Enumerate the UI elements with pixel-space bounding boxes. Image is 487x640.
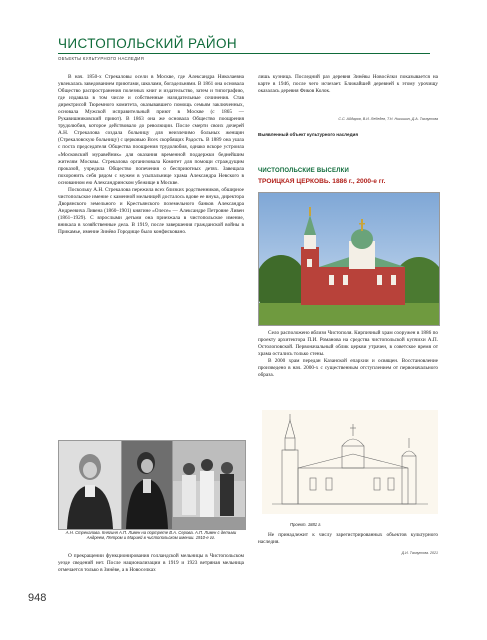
photo-caption: А.Н. Стрекалова. Княгиня А.П. Ливен на портрете В.А. Серова. А.П. Ливен с детьми Андреем, Петром и Марией в чистопольском имении. 1910-е гг. xyxy=(65,530,237,541)
author-credit: С.С. Айдаров, В.И. Лебедев, Т.Н. Никишин, Д.А. Тахаутова xyxy=(338,117,438,121)
bottom-credit: Д.И. Тахаутова. 2021 xyxy=(401,551,438,555)
paragraph: лишь кузница. Последний раз деревня Зинёвы Новосёлки показывается на карте в 1946, после чего исчезает. Ближайшей деревней к этому урочищу оказалась деревня Фиков Колок. xyxy=(258,74,438,95)
right-top-text xyxy=(258,74,438,95)
photo-princess-lieven-portrait xyxy=(121,440,173,530)
section-subtitle: ТРОИЦКАЯ ЦЕРКОВЬ. 1886 г., 2000-е гг. xyxy=(258,178,386,185)
left-bottom-text xyxy=(58,553,244,574)
photo-strekalova xyxy=(58,440,122,530)
project-caption: Проект. 1881 г. xyxy=(290,522,322,527)
project-drawing xyxy=(262,410,438,514)
chapter-title: ЧИСТОПОЛЬСКИЙ РАЙОН xyxy=(58,36,238,51)
header-rule xyxy=(58,53,430,54)
paragraph: Не принадлежит к числу зарегистрированных объектов культурного наследия. xyxy=(258,532,438,546)
page-number: 948 xyxy=(28,592,47,604)
church-photo xyxy=(258,192,440,326)
paragraph: Село расположено вблизи Чистополя. Кирпичный храм сооружен в 1886 по проекту архитектора П.И. Романова на средства чистопольской купчихи А.П. Остолоповской. Первоначальный облик церкви утрачен, в советское время от храма остались только стены. xyxy=(258,330,438,358)
section-title: ЧИСТОПОЛЬСКИЕ ВЫСЕЛКИ xyxy=(258,168,350,174)
chapter-subtitle: ОБЪЕКТЫ КУЛЬТУРНОГО НАСЛЕДИЯ xyxy=(58,56,145,61)
heritage-status: Выявленный объект культурного наследия xyxy=(258,132,359,137)
registry-note xyxy=(258,532,438,546)
paragraph: О прекращении функционирования голландской мельницы в Чистопольском уезде сведений нет. После национализации в 1919 и 1923 ветряная мельница отмечается только в Зинёве, а в Новоселках xyxy=(58,553,244,574)
portrait-photos xyxy=(58,440,244,530)
paragraph: В нач. 1850-х Стрекаловы осели в Москве, где Александра Николаевна увлекалась заведованием приютами, школами, богадельнями. В 1861 она основала Общество распространения полезных книг и издательство, затем и типографию, где издавала в том числе и собственные назидательные сочинения. Став директрисой Тюремного комитета, оказывавшего помощь семьям заключенных, основала Мужской исправительный приют в Москве (с 1865 — Рукавишниковский приют). В 1863 она же основала Общество поощрения трудолюбия, которое действовало до революции. После смерти своих дочерей А.Н. Стрекалова создала больницу для неизлечимо больных женщин (Стрекаловскую больницу) с церковью Всех скорбящих Радость. В 1889 она ушла с поста председателя Общества поощрения трудолюбия, однако вскоре устроила «Московский муравейник» для оказания временной поддержки беднейшим жителям Москвы. Стрекалова организовала Комитет для помощи страждущим проказой, учредила Общество попечения о бесприютных детях. Завещала похоронить себя рядом с мужем в усыпальнице храма Александра Невского в основанном ею Александринском убежище в Москве. xyxy=(58,74,244,186)
photo-lieven-family xyxy=(172,440,246,530)
left-column-text xyxy=(58,74,244,436)
church-description xyxy=(258,330,438,379)
paragraph: Поскольку А.Н. Стрекалова пережила всех близких родственников, обширное чистопольское имение с каменной мельницей досталось вдове ее внука, директора Дворянского земельного и Крестьянского поземельного банков Александра Андреевича Ливена (1860–1901) княгине «Олесе» — Александре Петровне Ливен (1861–1929). С взрослыми детьми она приезжала в чистопольское имение, вникала в хозяйственные дела. В 1919, после завершения гражданской войны в Прикамье, имение Зинёво Городище было конфисковано. xyxy=(58,186,244,236)
paragraph: В 2000 храм передан Казанской епархии и освящен. Восстановление произведено в нач. 2000-х с существенным отступлением от первоначального образа. xyxy=(258,358,438,379)
